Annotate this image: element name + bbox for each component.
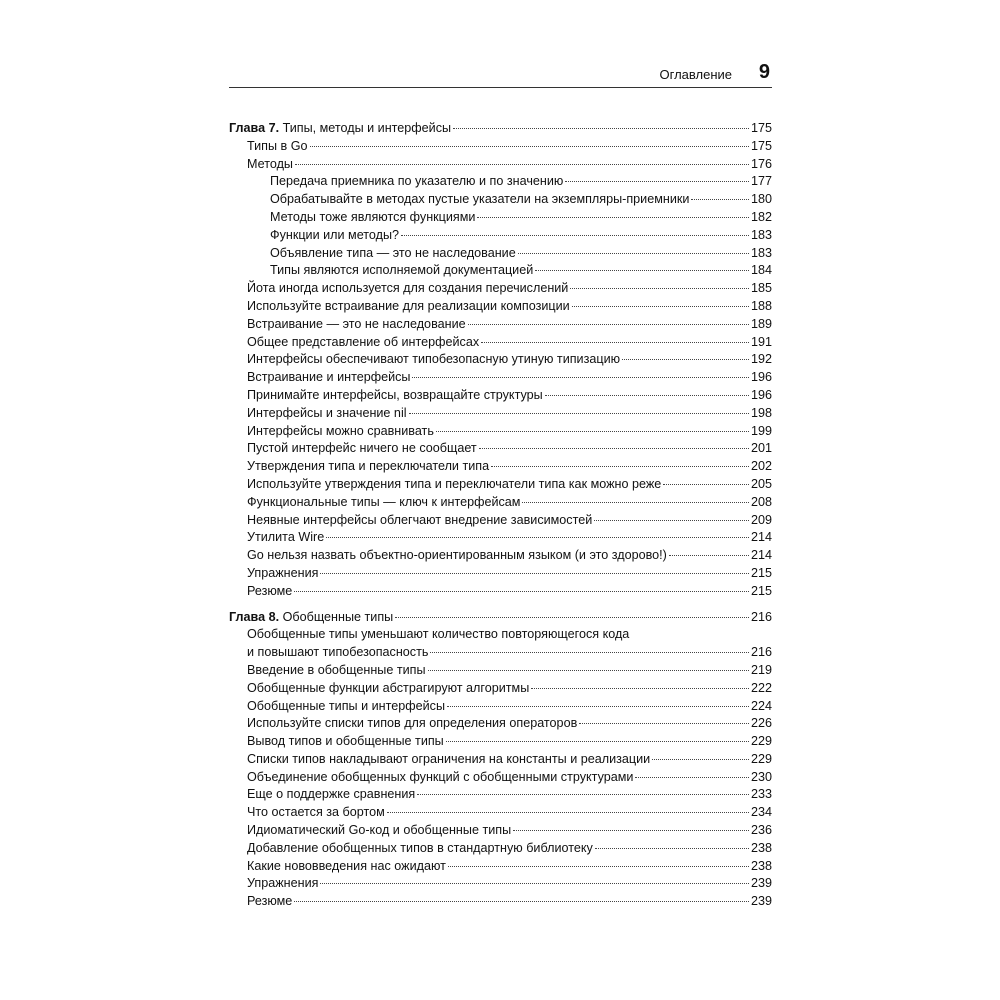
dot-leader [320, 573, 749, 574]
dot-leader [518, 253, 749, 254]
toc-page-number: 238 [750, 858, 772, 873]
toc-entry-text: и повышают типобезопасность [247, 645, 429, 660]
toc-entry-title [247, 334, 479, 352]
toc-entry [229, 733, 772, 751]
toc-entry [229, 173, 772, 191]
toc-entry [229, 245, 772, 263]
dot-leader [436, 431, 749, 432]
toc-entry [229, 351, 772, 369]
toc-entry-title [270, 262, 533, 280]
toc-entry-text: Методы [247, 156, 293, 171]
toc-entry [229, 769, 772, 787]
dot-leader [491, 466, 749, 467]
toc-entry [229, 458, 772, 476]
table-of-contents [229, 120, 772, 911]
dot-leader [531, 688, 749, 689]
toc-entry [229, 893, 772, 911]
toc-entry-title [247, 626, 629, 644]
dot-leader [477, 217, 749, 218]
toc-entry-text: Резюме [247, 894, 293, 909]
dot-leader [535, 270, 749, 271]
toc-page-number: 188 [750, 298, 772, 313]
toc-entry-title [247, 351, 620, 369]
toc-entry-title [247, 440, 477, 458]
toc-entry [229, 423, 772, 441]
toc-entry-title [247, 583, 292, 601]
toc-entry [229, 298, 772, 316]
dot-leader [635, 777, 749, 778]
toc-entry-text: Идиоматический Go-код и обобщенные типы [247, 823, 512, 838]
toc-entry-title [247, 138, 308, 156]
toc-page-number: 215 [750, 565, 772, 580]
toc-entry-title [270, 209, 475, 227]
dot-leader [669, 555, 749, 556]
toc-page-number: 201 [750, 441, 772, 456]
toc-page-number: 216 [750, 645, 772, 660]
dot-leader [652, 759, 749, 760]
toc-entry [229, 512, 772, 530]
toc-page-number: 230 [750, 769, 772, 784]
dot-leader [595, 848, 749, 849]
dot-leader [622, 359, 749, 360]
toc-entry [229, 494, 772, 512]
toc-page-number: 191 [750, 334, 772, 349]
toc-page-number: 236 [750, 823, 772, 838]
toc-entry [229, 529, 772, 547]
toc-entry-title [247, 751, 650, 769]
dot-leader [294, 591, 749, 592]
toc-page-number: 205 [750, 476, 772, 491]
toc-entry-text: Общее представление об интерфейсах [247, 334, 480, 349]
toc-entry-text: Типы являются исполняемой документацией [270, 263, 534, 278]
toc-entry [229, 715, 772, 733]
toc-entry-title [247, 804, 385, 822]
toc-page-number: 214 [750, 548, 772, 563]
toc-entry-text: Какие нововведения нас ожидают [247, 858, 446, 873]
toc-page-number: 233 [750, 787, 772, 802]
toc-entry [229, 440, 772, 458]
toc-entry-title [247, 494, 520, 512]
toc-entry [229, 138, 772, 156]
toc-entry [229, 191, 772, 209]
header-rule [229, 87, 772, 88]
dot-leader [522, 502, 749, 503]
dot-leader [310, 146, 749, 147]
toc-entry [229, 804, 772, 822]
dot-leader [295, 164, 749, 165]
toc-entry-title [247, 733, 444, 751]
toc-entry-title [247, 280, 568, 298]
dot-leader [401, 235, 749, 236]
toc-page-number: 198 [750, 405, 772, 420]
toc-entry-title [270, 191, 689, 209]
dot-leader [663, 484, 749, 485]
dot-leader [565, 181, 749, 182]
toc-entry-title [247, 423, 434, 441]
toc-entry [229, 547, 772, 565]
toc-entry [229, 387, 772, 405]
toc-page-number: 202 [750, 459, 772, 474]
toc-page-number: 180 [750, 192, 772, 207]
toc-page-number: 199 [750, 423, 772, 438]
chapter-label: Глава 8. [229, 609, 280, 624]
toc-entry-title [247, 387, 543, 405]
toc-entry-title [270, 245, 516, 263]
toc-page-number: 219 [750, 662, 772, 677]
toc-entry-text: Обобщенные функции абстрагируют алгоритмы [247, 680, 530, 695]
toc-entry [229, 751, 772, 769]
toc-page-number: 182 [750, 209, 772, 224]
dot-leader [428, 670, 749, 671]
toc-page-number: 192 [750, 352, 772, 367]
toc-page-number: 234 [750, 805, 772, 820]
toc-entry-text: Обобщенные типы [279, 609, 394, 624]
dot-leader [409, 413, 749, 414]
toc-entry-text: Типы, методы и интерфейсы [279, 121, 452, 135]
toc-page-number: 175 [750, 138, 772, 153]
toc-entry-title [247, 786, 415, 804]
dot-leader [579, 723, 749, 724]
dot-leader [448, 866, 749, 867]
toc-entry-title [247, 458, 489, 476]
toc-entry-text: Принимайте интерфейсы, возвращайте структуры [247, 387, 543, 402]
running-header [229, 62, 772, 88]
toc-entry-text: Передача приемника по указателю и по значению [270, 174, 564, 189]
toc-entry [229, 875, 772, 893]
toc-entry-text: Используйте встраивание для реализации композиции [247, 298, 570, 313]
toc-entry [229, 858, 772, 876]
toc-entry [229, 280, 772, 298]
toc-entry [229, 369, 772, 387]
toc-entry-text: Методы тоже являются функциями [270, 209, 476, 224]
dot-leader [294, 901, 749, 902]
toc-page-number: 185 [750, 281, 772, 296]
toc-entry-text: Упражнения [247, 876, 319, 891]
dot-leader [395, 617, 749, 618]
toc-entry-text: Что остается за бортом [247, 805, 385, 820]
dot-leader [412, 377, 749, 378]
toc-entry-text: Введение в обобщенные типы [247, 662, 426, 677]
toc-entry [229, 583, 772, 601]
toc-entry [229, 644, 772, 662]
toc-entry [229, 316, 772, 334]
toc-page-number: 175 [750, 121, 772, 135]
toc-entry [229, 262, 772, 280]
toc-entry-text: Интерфейсы можно сравнивать [247, 423, 434, 438]
toc-chapter-entry [229, 609, 772, 627]
page-number: 9 [758, 61, 770, 83]
toc-entry-title [247, 893, 292, 911]
toc-entry-title [247, 316, 466, 334]
toc-entry [229, 840, 772, 858]
toc-page-number: 196 [750, 387, 772, 402]
toc-page-number: 176 [750, 156, 772, 171]
dot-leader [594, 520, 749, 521]
dot-leader [320, 883, 749, 884]
dot-leader [570, 288, 749, 289]
toc-entry-text: Функции или методы? [270, 227, 400, 242]
toc-entry-text: Вывод типов и обобщенные типы [247, 734, 444, 749]
toc-page-number: 222 [750, 680, 772, 695]
toc-entry [229, 334, 772, 352]
toc-page-number: 229 [750, 734, 772, 749]
toc-entry-title [247, 512, 592, 530]
dot-leader [326, 537, 749, 538]
toc-entry-title [247, 476, 661, 494]
toc-entry-text: Go нельзя назвать объектно-ориентированным языком (и это здорово!) [247, 548, 667, 563]
toc-entry-text: Еще о поддержке сравнения [247, 787, 416, 802]
toc-entry-text: Функциональные типы — ключ к интерфейсам [247, 494, 521, 509]
dot-leader [430, 652, 749, 653]
dot-leader [545, 395, 749, 396]
toc-entry-text: Объявление типа — это не наследование [270, 245, 516, 260]
toc-entry-title [247, 698, 445, 716]
toc-page-number: 214 [750, 530, 772, 545]
toc-entry-text: Встраивание — это не наследование [247, 316, 466, 331]
toc-page-number: 189 [750, 316, 772, 331]
toc-entry-text: Списки типов накладывают ограничения на константы и реализации [247, 751, 651, 766]
toc-page-number: 183 [750, 245, 772, 260]
toc-entry-title [247, 529, 324, 547]
toc-entry-title [247, 156, 293, 174]
toc-page-number: 208 [750, 494, 772, 509]
dot-leader [481, 342, 749, 343]
toc-entry-text: Добавление обобщенных типов в стандартную библиотеку [247, 840, 593, 855]
toc-entry-text: Обрабатывайте в методах пустые указатели на экземпляры-приемники [270, 192, 690, 207]
toc-entry-text: Типы в Go [247, 138, 308, 153]
dot-leader [447, 706, 749, 707]
toc-entry-title [247, 662, 426, 680]
toc-entry-title [247, 680, 529, 698]
toc-entry-text: Утилита Wire [247, 530, 325, 545]
toc-entry [229, 476, 772, 494]
toc-entry-title [247, 715, 577, 733]
header-title: Оглавление [659, 67, 732, 82]
toc-entry [229, 662, 772, 680]
toc-entry-text: Используйте утверждения типа и переключатели типа как можно реже [247, 476, 662, 491]
toc-entry [229, 156, 772, 174]
toc-page-number: 224 [750, 698, 772, 713]
toc-entry-title [247, 644, 428, 662]
toc-entry-title [247, 875, 318, 893]
chapter-label: Глава 7. [229, 121, 280, 135]
toc-entry-title [247, 405, 407, 423]
toc-entry-text: Обобщенные типы и интерфейсы [247, 698, 445, 713]
toc-entry-title [247, 369, 410, 387]
toc-entry-title [247, 547, 667, 565]
toc-entry-text: Йота иногда используется для создания перечислений [247, 281, 569, 296]
dot-leader [572, 306, 749, 307]
dot-leader [387, 812, 749, 813]
toc-entry-title [247, 298, 570, 316]
toc-entry [229, 626, 772, 644]
toc-entry-title [247, 565, 318, 583]
toc-entry [229, 680, 772, 698]
toc-entry-text: Утверждения типа и переключатели типа [247, 459, 490, 474]
dot-leader [417, 794, 749, 795]
toc-entry-title [229, 120, 451, 138]
toc-entry-title [229, 609, 393, 627]
toc-entry [229, 405, 772, 423]
toc-entry-text: Встраивание и интерфейсы [247, 370, 411, 385]
toc-entry-text: Интерфейсы и значение nil [247, 405, 407, 420]
toc-entry-title [247, 840, 593, 858]
toc-entry-text: Интерфейсы обеспечивают типобезопасную утиную типизацию [247, 352, 621, 367]
toc-page-number: 183 [750, 227, 772, 242]
toc-entry-title [270, 173, 563, 191]
toc-page-number: 215 [750, 583, 772, 598]
toc-entry-text: Неявные интерфейсы облегчают внедрение зависимостей [247, 512, 593, 527]
toc-page-number: 238 [750, 840, 772, 855]
toc-page-number: 229 [750, 751, 772, 766]
toc-entry-title [247, 858, 446, 876]
toc-entry [229, 698, 772, 716]
toc-page-number: 177 [750, 174, 772, 189]
toc-entry [229, 822, 772, 840]
toc-entry-text: Пустой интерфейс ничего не сообщает [247, 441, 477, 456]
toc-entry [229, 565, 772, 583]
dot-leader [479, 448, 749, 449]
dot-leader [446, 741, 749, 742]
toc-page-number: 226 [750, 716, 772, 731]
toc-entry-text: Резюме [247, 583, 293, 598]
toc-page-number: 209 [750, 512, 772, 527]
toc-page-number: 216 [750, 609, 772, 624]
toc-entry-text: Обобщенные типы уменьшают количество повторяющегося кода [247, 627, 630, 642]
toc-entry [229, 227, 772, 245]
dot-leader [468, 324, 749, 325]
toc-entry-text: Объединение обобщенных функций с обобщенными структурами [247, 769, 634, 784]
toc-entry-text: Используйте списки типов для определения операторов [247, 716, 578, 731]
toc-entry [229, 209, 772, 227]
toc-entry-title [247, 769, 633, 787]
toc-entry-title [270, 227, 399, 245]
dot-leader [691, 199, 749, 200]
dot-leader [513, 830, 749, 831]
toc-entry-text: Упражнения [247, 565, 319, 580]
toc-entry-title [247, 822, 511, 840]
toc-page-number: 239 [750, 894, 772, 909]
toc-page-number: 196 [750, 370, 772, 385]
toc-page-number: 184 [750, 263, 772, 278]
toc-chapter-entry [229, 120, 772, 138]
dot-leader [453, 128, 749, 129]
toc-page-number: 239 [750, 876, 772, 891]
toc-entry [229, 786, 772, 804]
